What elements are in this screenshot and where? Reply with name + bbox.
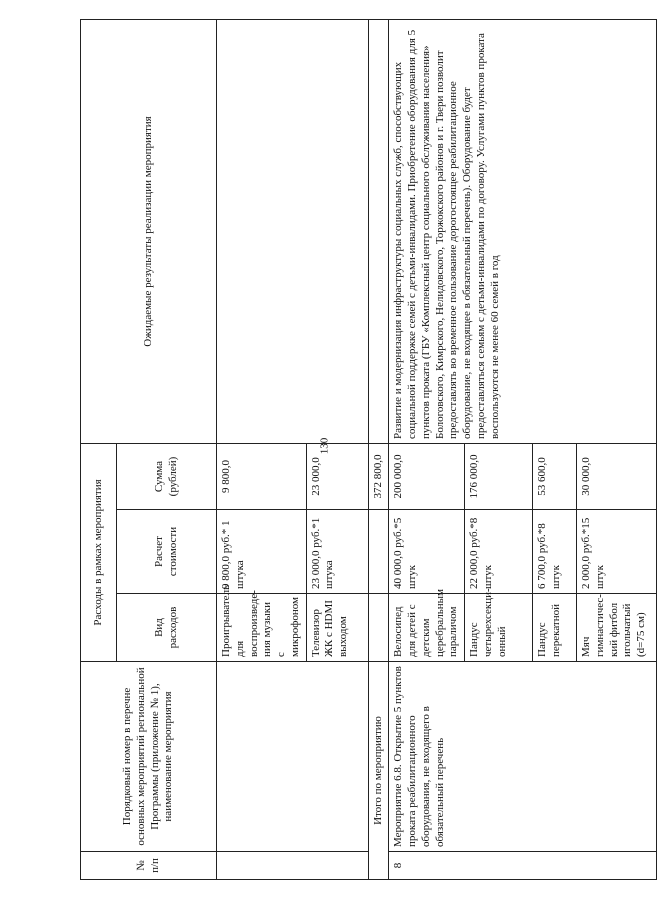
cell-calc: 22 000,0 руб.*8 штук (465, 510, 533, 594)
cell-expense-type: Проигрыватель для воспроизведе-ния музыки с микрофоном (217, 594, 307, 662)
total-label: Итого по мероприятию (368, 662, 389, 880)
cell-calc: 23 000,0 руб.*1 штука (306, 510, 368, 594)
total-empty-type (368, 594, 389, 662)
cell-sum: 200 000,0 (389, 443, 465, 509)
cell-program-empty (217, 662, 369, 852)
rotated-table-container (80, 20, 647, 880)
cell-sum: 23 000,0 (306, 443, 368, 509)
total-empty-results (368, 19, 389, 443)
expenses-table (80, 19, 657, 880)
total-sum: 372 800,0 (368, 443, 389, 509)
header-results: Ожидаемые результаты реализации мероприятия (81, 19, 217, 443)
cell-calc: 6 700,0 руб.*8 штук (533, 510, 577, 594)
cell-sum: 9 800,0 (217, 443, 307, 509)
cell-expense-type: Мяч гимнастичес-кий фитбол игольчатый (d=75 см) (577, 594, 657, 662)
total-row (368, 19, 389, 879)
cell-expense-type: Телевизор ЖК с HDMI выходом (306, 594, 368, 662)
cell-num-empty (217, 852, 369, 880)
header-sum: Сумма (рублей) (117, 443, 217, 509)
cell-expense-type: Пандус четырехсекци-онный (465, 594, 533, 662)
cell-results-empty (217, 19, 369, 443)
cell-calc: 40 000,0 руб.*5 штук (389, 510, 465, 594)
cell-calc: 2 000,0 руб.*15 штук (577, 510, 657, 594)
cell-calc: 9 800,0 руб.* 1 штука (217, 510, 307, 594)
header-num: № п/п (81, 852, 217, 880)
header-calc: Расчет стоимости (117, 510, 217, 594)
event-title: Мероприятие 6.8. Открытие 5 пунктов проката реабилитационного оборудования, не входящего в обязательный перечень (389, 662, 657, 852)
table-row (217, 19, 307, 879)
cell-sum: 30 000,0 (577, 443, 657, 509)
cell-expense-type: Велосипед для детей с детским церебральным параличом (389, 594, 465, 662)
header-expense-type: Вид расходов (117, 594, 217, 662)
header-program-ref: Порядковый номер в перечне основных мероприятий региональной Программы (приложение № 1), наименование мероприятия (81, 662, 217, 852)
table-row (389, 19, 465, 879)
header-expenses-group: Расходы в рамках мероприятия (81, 443, 117, 661)
total-empty-calc (368, 510, 389, 594)
cell-expense-type: Пандус перекатной (533, 594, 577, 662)
cell-sum: 53 600,0 (533, 443, 577, 509)
cell-sum: 176 000,0 (465, 443, 533, 509)
event-number: 8 (389, 852, 657, 880)
page-number: 130 (318, 437, 331, 455)
event-results: Развитие и модернизация инфраструктуры социальных служб, способствующих социальной поддержке семей с детьми-инвалидами. Приобретение оборудования для 5 пунктов проката (ГБУ «Комплексный центр социального обслуживания населения» Бологовского, Кимрского, Нелидовского, Торжокского районов и г. Твери позволит предоставлять во временное пользование дорогостоящее реабилитационное оборудование, не входящее в обязательный перечень). Оборудование будет предоставляться семьям с детьми-инвалидами по договору. Услугами пунктов проката воспользуются не менее 60 семей в год (389, 19, 657, 443)
